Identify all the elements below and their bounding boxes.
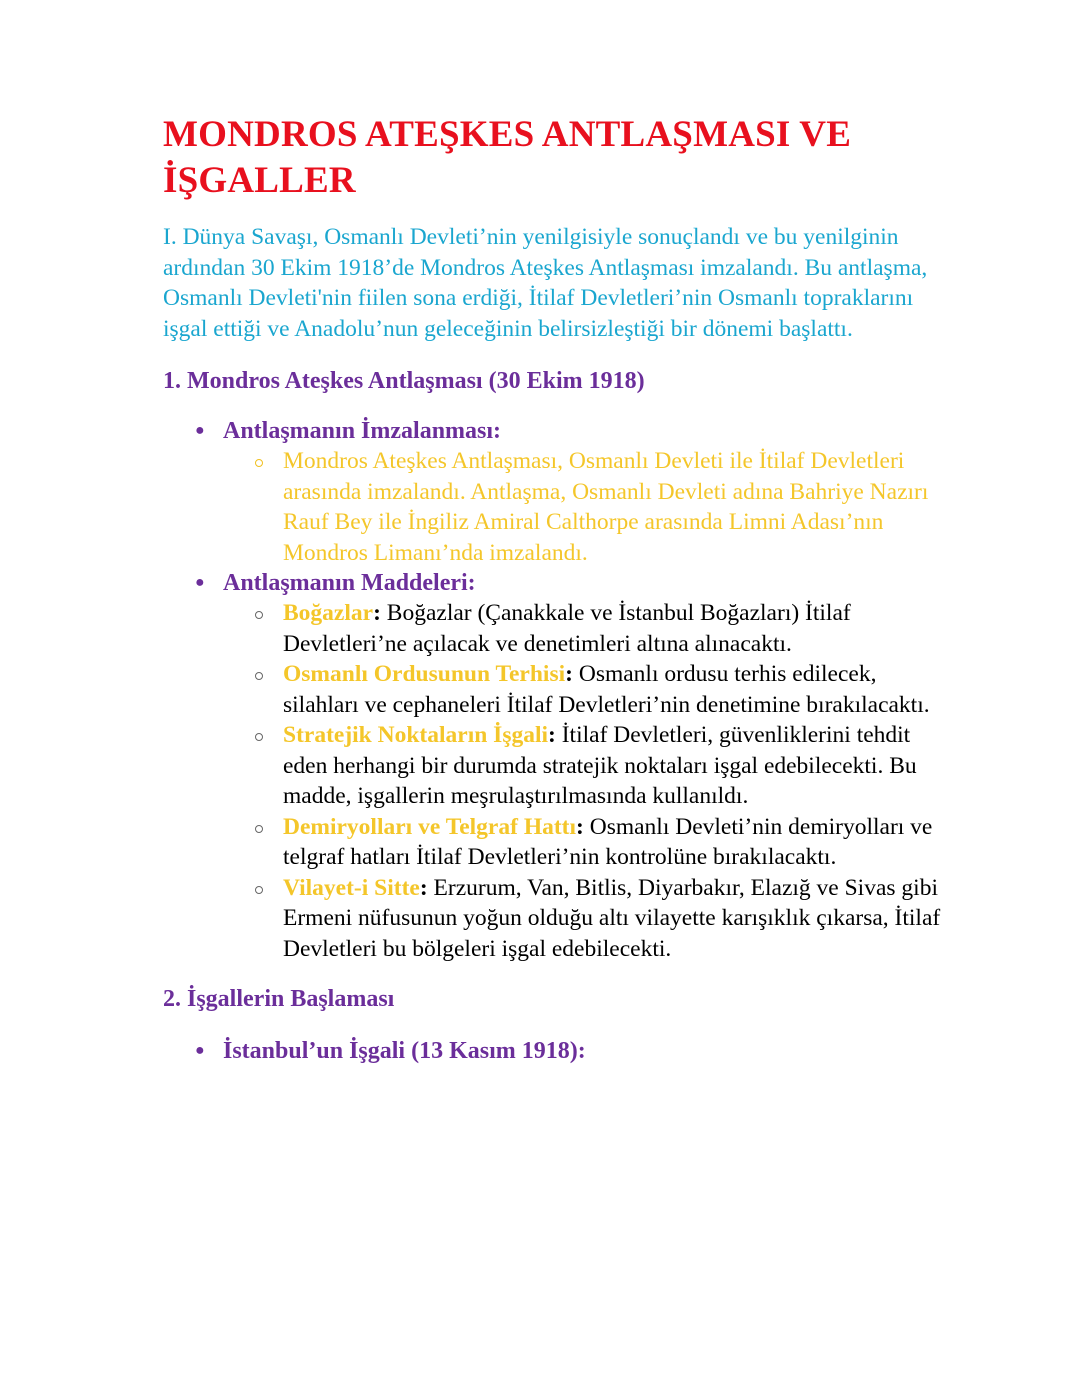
colon: :	[576, 813, 584, 840]
document-page	[163, 112, 943, 1066]
sublist-item-text: Boğazlar (Çanakkale ve İstanbul Boğazları) İtilaf Devletleri’ne açılacak ve denetimleri altına alınacaktı.	[283, 600, 851, 657]
list-item-label: Antlaşmanın İmzalanması:	[223, 418, 502, 444]
sublist-item-text: Osmanlı ordusu terhis edilecek, silahları ve cephaneleri İtilaf Devletleri’nin denetimine bırakılacaktı.	[283, 661, 930, 718]
sublist-item	[223, 446, 943, 568]
sublist-item-demiryollari	[223, 812, 943, 873]
term-label: Demiryolları ve Telgraf Hattı	[283, 813, 577, 840]
circle-bullet-icon	[255, 672, 263, 680]
list-item-signing	[163, 416, 943, 568]
sublist-item-text: İtilaf Devletleri, güvenliklerini tehdit eden herhangi bir durumda stratejik noktaları işgal edebilecekti. Bu madde, işgallerin meşrulaştırılmasında kullanıldı.	[283, 722, 917, 809]
colon: :	[565, 661, 573, 687]
sublist-item-vilayet-i-sitte	[223, 873, 943, 965]
list-item-articles	[163, 568, 943, 964]
circle-bullet-icon	[255, 733, 263, 741]
colon: :	[548, 722, 556, 748]
circle-bullet-icon	[255, 825, 263, 833]
section-1-heading: 1. Mondros Ateşkes Antlaşması (30 Ekim 1918)	[163, 368, 645, 394]
intro-paragraph: I. Dünya Savaşı, Osmanlı Devleti’nin yenilgisiyle sonuçlandı ve bu yenilginin ardından 30 Ekim 1918’de Mondros Ateşkes Antlaşması imzalandı. Bu antlaşma, Osmanlı Devleti'nin fiilen sona erdiği, İtilaf Devletleri’nin Osmanlı topraklarını işgal ettiği ve Anadolu’nun geleceğinin belirsizleştiği bir dönemi başlattı.	[163, 224, 928, 342]
list-item-label: İstanbul’un İşgali (13 Kasım 1918):	[223, 1038, 586, 1064]
term-label: Stratejik Noktaların İşgali	[283, 722, 549, 748]
sublist-item-terhis	[223, 659, 943, 720]
sublist-item-text: Osmanlı Devleti’nin demiryolları ve telgraf hatları İtilaf Devletleri’nin kontrolüne bırakılacaktı.	[283, 813, 933, 870]
term-label: Boğazlar	[283, 600, 374, 626]
term-label: Osmanlı Ordusunun Terhisi	[283, 661, 566, 687]
sublist	[223, 446, 943, 568]
list-item-istanbul	[163, 1036, 943, 1066]
circle-bullet-icon	[255, 886, 263, 894]
circle-bullet-icon	[255, 459, 263, 467]
sublist-item-text: Mondros Ateşkes Antlaşması, Osmanlı Devleti ile İtilaf Devletleri arasında imzalandı. Antlaşma, Osmanlı Devleti adına Bahriye Nazırı Rauf Bey ile İngiliz Amiral Calthorpe arasında Limni Adası’nın Mondros Limanı’nda imzalandı.	[283, 448, 929, 566]
colon: :	[419, 874, 428, 901]
list-item-label: Antlaşmanın Maddeleri:	[223, 570, 476, 596]
sublist-item-text: Erzurum, Van, Bitlis, Diyarbakır, Elazığ ve Sivas gibi Ermeni nüfusunun yoğun olduğu altı vilayette karışıklık çıkarsa, İtilaf Devletleri bu bölgeleri işgal edebilecekti.	[283, 874, 941, 962]
term-label: Vilayet-i Sitte	[283, 874, 420, 901]
document-title: MONDROS ATEŞKES ANTLAŞMASI VE İŞGALLER	[163, 114, 852, 201]
sublist	[223, 598, 943, 964]
bullet-icon: ●	[195, 1042, 205, 1059]
sublist-item-bogazlar	[223, 598, 943, 659]
circle-bullet-icon	[255, 611, 263, 619]
sublist-item-stratejik	[223, 720, 943, 812]
bullet-icon: ●	[195, 574, 205, 591]
section-2-heading: 2. İşgallerin Başlaması	[163, 986, 395, 1012]
section-2-list	[163, 1036, 943, 1066]
colon: :	[373, 600, 381, 626]
bullet-icon: ●	[195, 422, 205, 439]
section-1-list	[163, 416, 943, 964]
